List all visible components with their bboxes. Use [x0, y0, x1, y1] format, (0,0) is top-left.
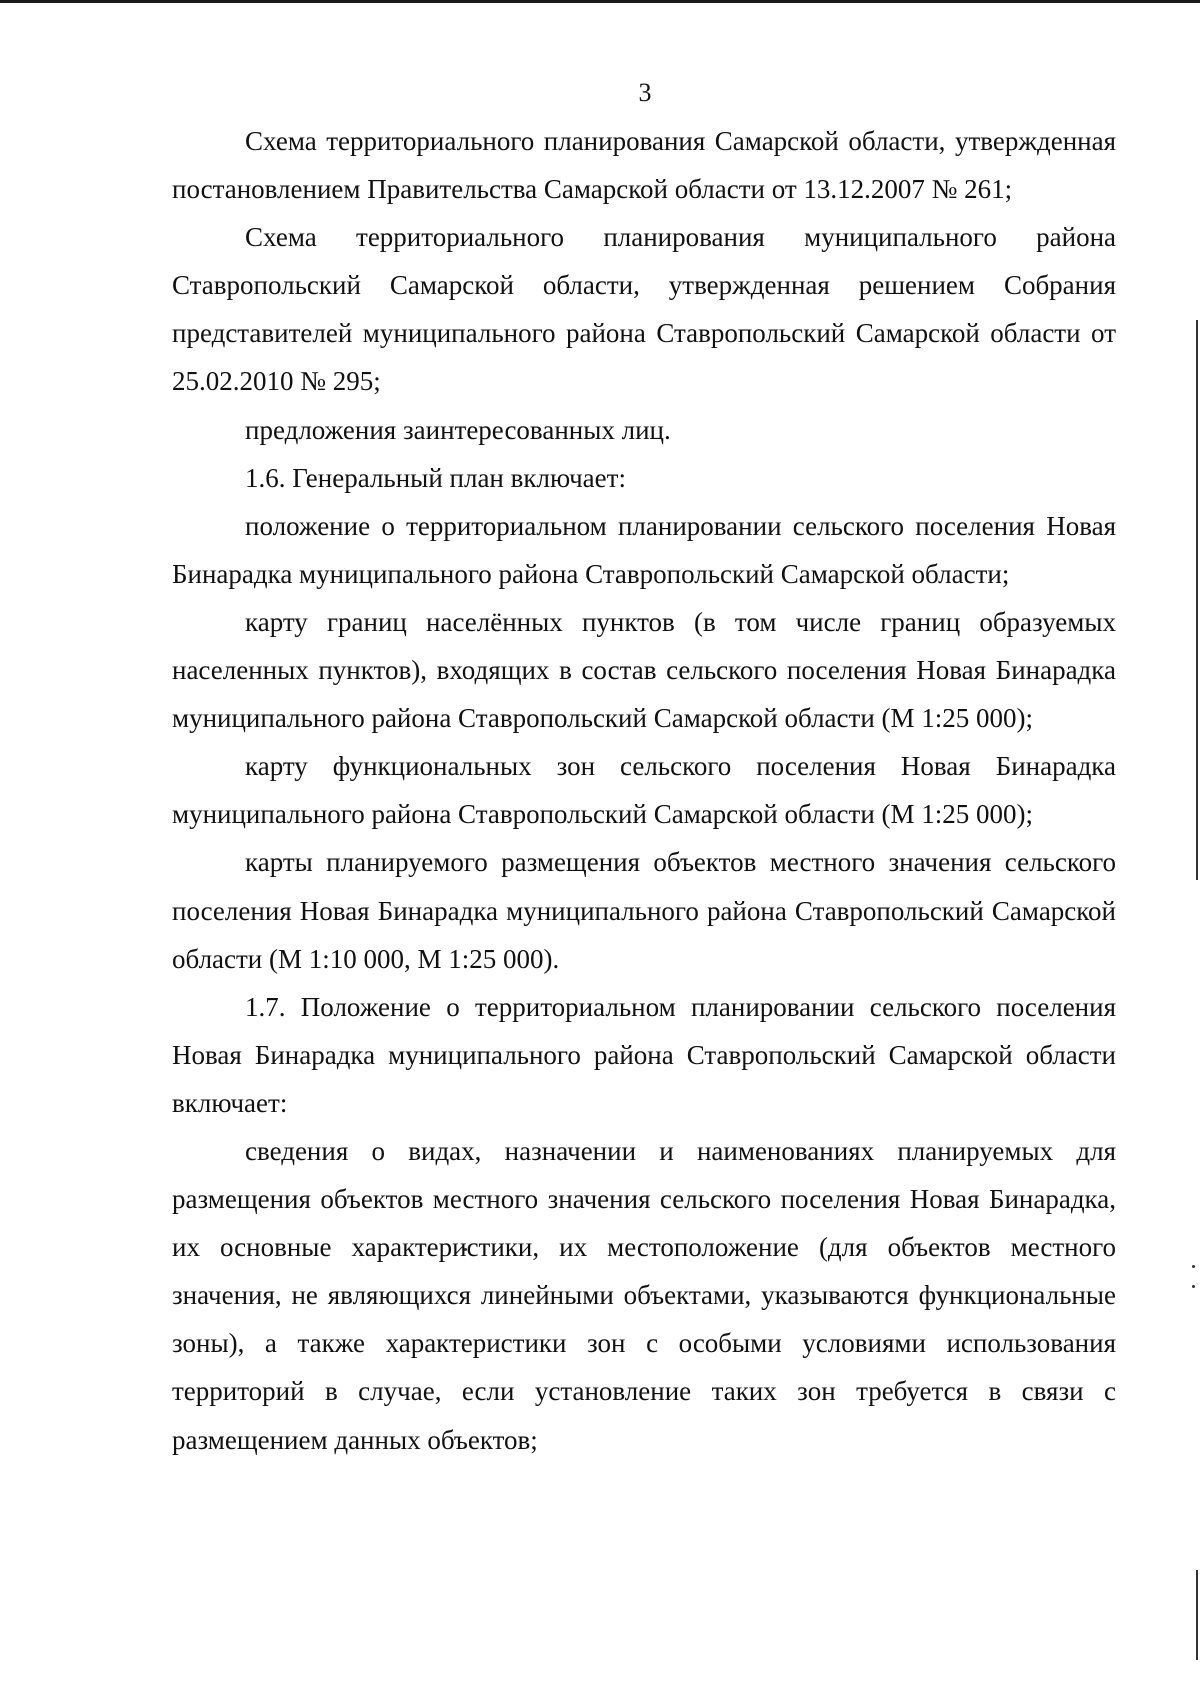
scan-top-border	[0, 0, 1200, 3]
paragraph-scheme-district: Схема территориального планирования муниципального района Ставропольский Самарской области, утвержденная решением Собрания представителей муниципального района Ставропольский Самарской области от 25.02.2010 № 295;	[172, 222, 1116, 397]
paragraph-proposals: предложения заинтересованных лиц.	[245, 414, 671, 445]
paragraph-information: сведения о видах, назначении и наименованиях планируемых для размещения объектов местного значения сельского поселения Новая Бинарадка, их основные характеристики, их местоположение (для объектов местного значения, не являющихся линейными объектами, указываются функциональные зоны), а также характеристики зон с особыми условиями использования территорий в случае, если установление таких зон требуется в связи с размещением данных объектов;	[172, 1135, 1116, 1455]
document-body	[172, 117, 1116, 1464]
paragraph-maps-objects: карты планируемого размещения объектов местного значения сельского поселения Новая Бинарадка муниципального района Ставропольский Самарской области (М 1:10 000, М 1:25 000).	[172, 847, 1116, 974]
paragraph-provision: положение о территориальном планировании сельского поселения Новая Бинарадка муниципального района Ставропольский Самарской области;	[172, 510, 1116, 589]
paragraph-section-1-6: 1.6. Генеральный план включает:	[245, 462, 626, 493]
scan-edge-mark	[1196, 320, 1198, 880]
page-number: 3	[638, 78, 652, 107]
scan-edge-mark	[1196, 1570, 1198, 1660]
paragraph-section-1-7: 1.7. Положение о территориальном планировании сельского поселения Новая Бинарадка муниципального района Ставропольский Самарской области включает:	[172, 991, 1116, 1118]
scan-noise-dot	[1192, 1285, 1195, 1288]
scan-noise-dot	[1192, 1265, 1195, 1268]
paragraph-map-zones: карту функциональных зон сельского поселения Новая Бинарадка муниципального района Ставропольский Самарской области (М 1:25 000);	[172, 751, 1116, 830]
paragraph-map-boundaries: карту границ населённых пунктов (в том числе границ образуемых населенных пунктов), входящих в состав сельского поселения Новая Бинарадка муниципального района Ставропольский Самарской области (М 1:25 000);	[172, 606, 1116, 734]
paragraph-scheme-region: Схема территориального планирования Самарской области, утвержденная постановлением Правительства Самарской области от 13.12.2007 № 261;	[172, 126, 1116, 205]
